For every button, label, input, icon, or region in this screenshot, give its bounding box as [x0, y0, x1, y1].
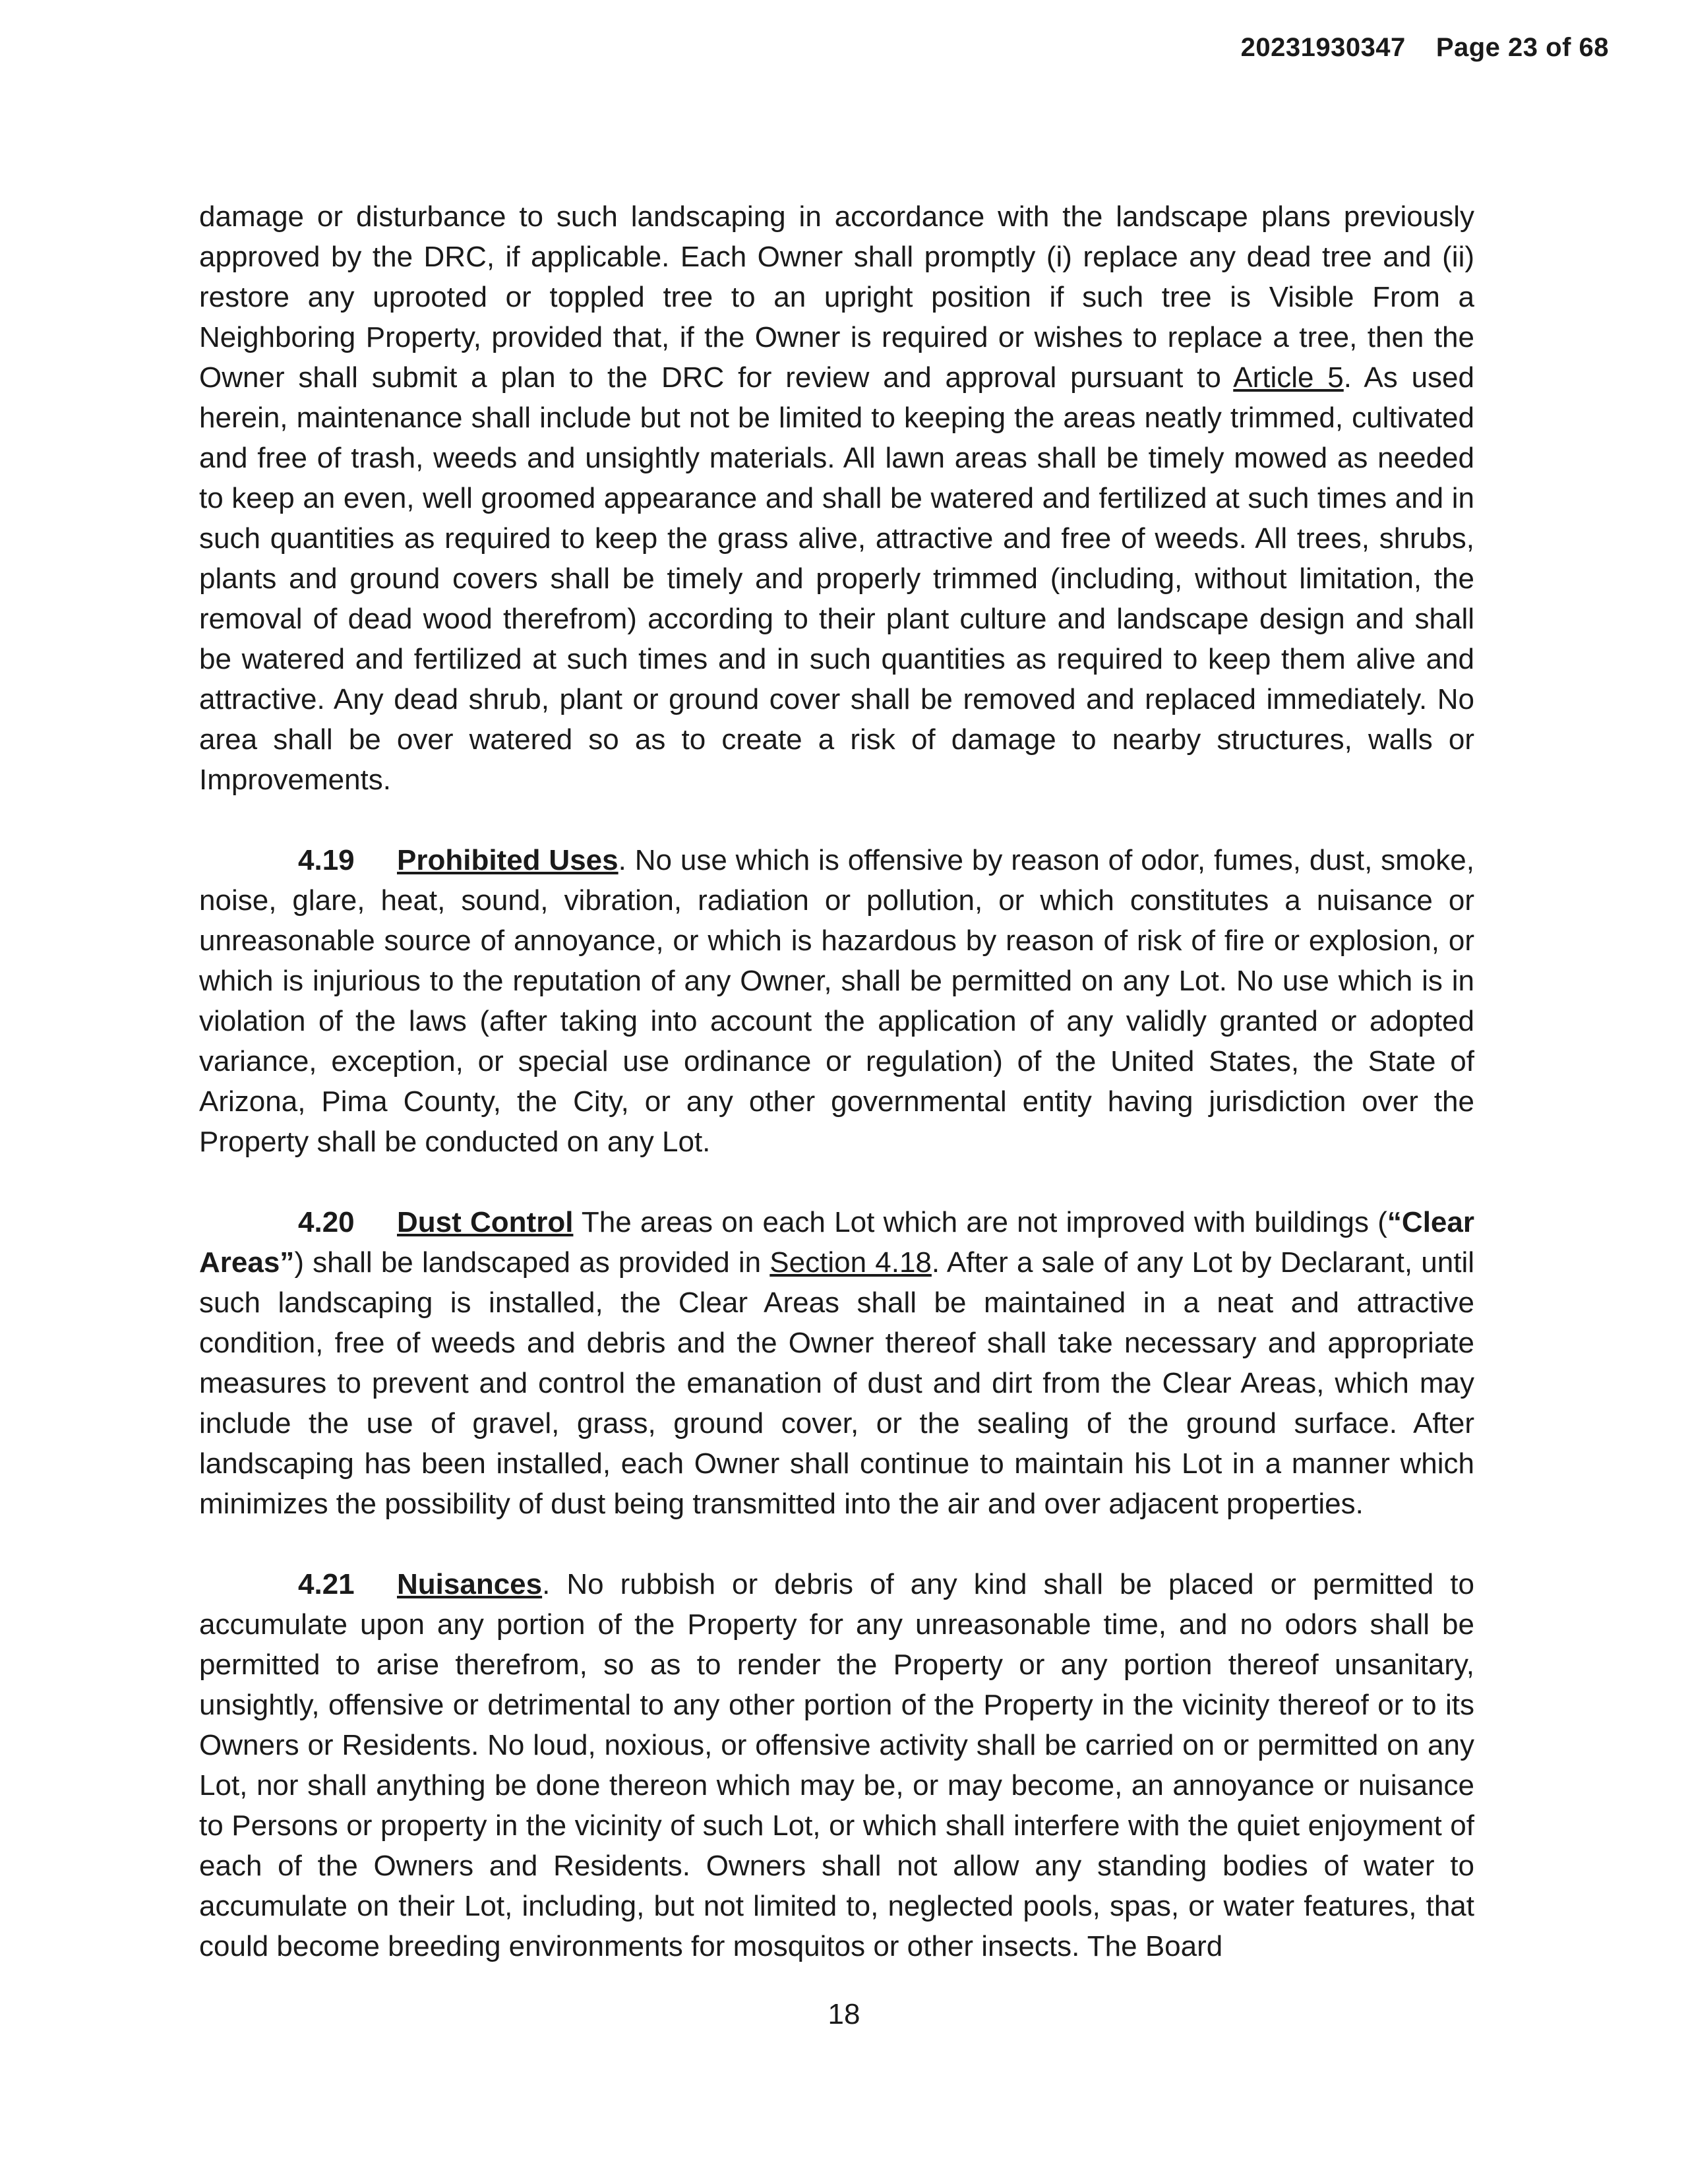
document-body — [199, 197, 1474, 1966]
section-body: . After a sale of any Lot by Declarant, until such landscaping is installed, the Clear Areas shall be maintained in a neat and attractive condition, free of weeds and debris and the Owner thereof shall take necessary and appropriate measures to prevent and control the emanation of dust and dirt from the Clear Areas, which may include the use of gravel, grass, ground cover, or the sealing of the ground surface. After landscaping has been installed, each Owner shall continue to maintain his Lot in a manner which minimizes the possibility of dust being transmitted into the air and over adjacent properties. — [199, 1246, 1475, 1520]
defined-term: “Clear Areas” — [199, 1206, 1474, 1279]
paragraph-landscaping-continued — [199, 197, 1474, 800]
page-label: Page 23 of 68 — [1435, 33, 1609, 62]
section-body: No use which is offensive by reason of odor, fumes, dust, smoke, noise, glare, heat, sound, vibration, radiation or pollution, or which constitutes a nuisance or unreasonable source of annoyance, or which is hazardous by reason of risk of fire or explosion, or which is injurious to the reputation of any Owner, shall be permitted on any Lot. No use which is in violation of the laws (after taking into account the application of any validly granted or adopted variance, exception, or special use ordinance or regulation) of the United States, the State of Arizona, Pima County, the City, or any other governmental entity having jurisdiction over the Property shall be conducted on any Lot. — [199, 844, 1474, 1158]
section-heading: Prohibited Uses — [397, 844, 618, 876]
section-heading: Dust Control — [397, 1206, 574, 1238]
heading-punctuation: . — [542, 1568, 551, 1600]
section-number: 4.19 — [298, 844, 355, 876]
section-number: 4.20 — [298, 1206, 355, 1238]
section-number: 4.21 — [298, 1568, 355, 1600]
section-4-21 — [199, 1564, 1474, 1966]
document-number: 20231930347 — [1240, 33, 1406, 62]
section-4-18-reference: Section 4.18 — [769, 1246, 932, 1279]
article-5-reference: Article 5 — [1233, 361, 1344, 394]
page-number: 18 — [828, 1998, 860, 2030]
heading-punctuation: . — [618, 844, 626, 876]
section-4-19 — [199, 840, 1474, 1162]
paragraph-text: . As used herein, maintenance shall include but not be limited to keeping the areas neatly trimmed, cultivated and free of trash, weeds and unsightly materials. All lawn areas shall be timely mowed as needed to keep an even, well groomed appearance and shall be watered and fertilized at such times and in such quantities as required to keep the grass alive, attractive and free of weeds. All trees, shrubs, plants and ground covers shall be timely and properly trimmed (including, without limitation, the removal of dead wood therefrom) according to their plant culture and landscape design and shall be watered and fertilized at such times and in such quantities as required to keep them alive and attractive. Any dead shrub, plant or ground cover shall be removed and replaced immediately. No area shall be over watered so as to create a risk of damage to nearby structures, walls or Improvements. — [199, 361, 1474, 796]
paragraph-text: damage or disturbance to such landscaping in accordance with the landscape plans previously approved by the DRC, if applicable. Each Owner shall promptly (i) replace any dead tree and (ii) restore any uprooted or toppled tree to an upright position if such tree is Visible From a Neighboring Property, provided that, if the Owner is required or wishes to replace a tree, then the Owner shall submit a plan to the DRC for review and approval pursuant to — [199, 200, 1474, 394]
section-body: The areas on each Lot which are not improved with buildings ( — [573, 1206, 1387, 1238]
recording-header — [1241, 33, 1609, 63]
section-heading: Nuisances — [397, 1568, 543, 1600]
section-4-20 — [199, 1202, 1474, 1524]
section-body: No rubbish or debris of any kind shall be placed or permitted to accumulate upon any portion of the Property for any unreasonable time, and no odors shall be permitted to arise therefrom, so as to render the Property or any portion thereof unsanitary, unsightly, offensive or detrimental to any other portion of the Property in the vicinity thereof or to its Owners or Residents. No loud, noxious, or offensive activity shall be carried on or permitted on any Lot, nor shall anything be done thereon which may be, or may become, an annoyance or nuisance to Persons or property in the vicinity of such Lot, or which shall interfere with the quiet enjoyment of each of the Owners and Residents. Owners shall not allow any standing bodies of water to accumulate on their Lot, including, but not limited to, neglected pools, spas, or water features, that could become breeding environments for mosquitos or other insects. The Board — [199, 1568, 1474, 1962]
section-body: ) shall be landscaped as provided in — [294, 1246, 770, 1279]
